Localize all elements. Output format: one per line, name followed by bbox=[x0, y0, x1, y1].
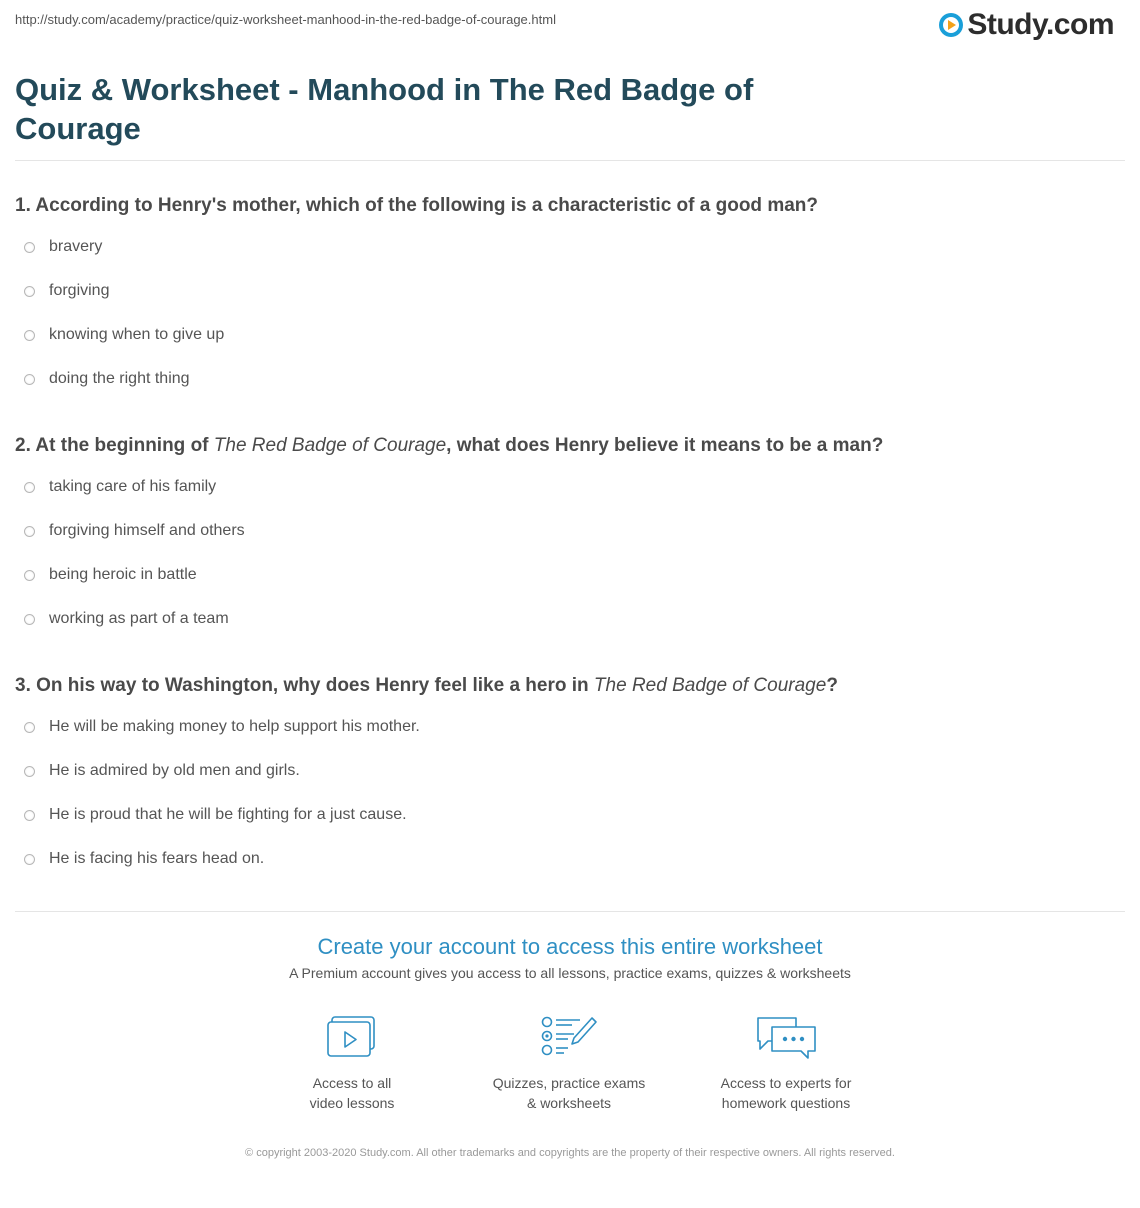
answer-label: He is proud that he will be fighting for a just cause. bbox=[49, 806, 407, 823]
answer-option[interactable] bbox=[15, 597, 1125, 641]
answer-options bbox=[15, 465, 1125, 641]
answer-option[interactable] bbox=[15, 465, 1125, 509]
question-book-title: The Red Badge of Courage bbox=[593, 675, 827, 696]
cta-divider bbox=[15, 911, 1125, 912]
answer-option[interactable] bbox=[15, 269, 1125, 313]
radio-button-icon[interactable] bbox=[24, 570, 35, 581]
answer-label: forgiving himself and others bbox=[49, 522, 245, 539]
radio-button-icon[interactable] bbox=[24, 330, 35, 341]
page-url: http://study.com/academy/practice/quiz-worksheet-manhood-in-the-red-badge-of-courage.html bbox=[15, 12, 556, 27]
answer-option[interactable] bbox=[15, 357, 1125, 401]
answer-option[interactable] bbox=[15, 793, 1125, 837]
feature-label-line: Access to experts for bbox=[720, 1075, 852, 1091]
question-text-part: , what does Henry believe it means to be a man? bbox=[446, 435, 884, 456]
answer-label: taking care of his family bbox=[49, 478, 217, 495]
question-text-part: 2. At the beginning of bbox=[15, 435, 214, 456]
feature-label-line: homework questions bbox=[721, 1095, 851, 1111]
cta-title-link[interactable]: Create your account to access this entire worksheet bbox=[317, 934, 823, 959]
question-2 bbox=[15, 434, 1125, 641]
question-3 bbox=[15, 674, 1125, 881]
radio-button-icon[interactable] bbox=[24, 854, 35, 865]
question-book-title: The Red Badge of Courage bbox=[213, 435, 447, 456]
answer-label: He will be making money to help support his mother. bbox=[49, 718, 420, 735]
feature-label-line: Quizzes, practice exams bbox=[492, 1075, 646, 1091]
answer-label: working as part of a team bbox=[49, 610, 229, 627]
feature-experts bbox=[686, 1015, 886, 1113]
title-divider bbox=[15, 160, 1125, 161]
cta-subtitle: A Premium account gives you access to all lessons, practice exams, quizzes & worksheets bbox=[289, 965, 851, 981]
feature-label bbox=[252, 1073, 452, 1113]
feature-label bbox=[469, 1073, 669, 1113]
answer-label: He is admired by old men and girls. bbox=[49, 762, 300, 779]
radio-button-icon[interactable] bbox=[24, 374, 35, 385]
radio-button-icon[interactable] bbox=[24, 722, 35, 733]
question-text-part: 1. According to Henry's mother, which of the following is a characteristic of a good man? bbox=[15, 195, 818, 216]
answer-label: bravery bbox=[49, 238, 103, 255]
answer-option[interactable] bbox=[15, 509, 1125, 553]
radio-button-icon[interactable] bbox=[24, 766, 35, 777]
feature-label-line: Access to all bbox=[312, 1075, 392, 1091]
answer-label: knowing when to give up bbox=[49, 326, 225, 343]
video-lesson-icon bbox=[326, 1015, 378, 1059]
play-logo-icon bbox=[939, 13, 963, 37]
radio-button-icon[interactable] bbox=[24, 242, 35, 253]
question-text-part: ? bbox=[826, 675, 838, 696]
study-logo[interactable] bbox=[939, 8, 1114, 42]
answer-option[interactable] bbox=[15, 313, 1125, 357]
feature-video-lessons bbox=[252, 1015, 452, 1113]
radio-button-icon[interactable] bbox=[24, 614, 35, 625]
answer-option[interactable] bbox=[15, 837, 1125, 881]
answer-label: He is facing his fears head on. bbox=[49, 850, 265, 867]
answer-label: being heroic in battle bbox=[49, 566, 197, 583]
answer-label: forgiving bbox=[49, 282, 110, 299]
quiz-checklist-icon bbox=[540, 1015, 598, 1059]
feature-label bbox=[686, 1073, 886, 1113]
feature-label-line: & worksheets bbox=[526, 1095, 612, 1111]
radio-button-icon[interactable] bbox=[24, 286, 35, 297]
answer-option[interactable] bbox=[15, 749, 1125, 793]
question-text-part: 3. On his way to Washington, why does Henry feel like a hero in bbox=[15, 675, 594, 696]
answer-label: doing the right thing bbox=[49, 370, 190, 387]
question-text bbox=[15, 434, 1125, 458]
page-title: Quiz & Worksheet - Manhood in The Red Badge of Courage bbox=[15, 72, 754, 146]
copyright-notice: © copyright 2003-2020 Study.com. All other trademarks and copyrights are the property of their respective owners. All rights reserved. bbox=[245, 1147, 895, 1159]
answer-option[interactable] bbox=[15, 553, 1125, 597]
question-text bbox=[15, 194, 1125, 218]
chat-bubbles-icon bbox=[754, 1015, 818, 1059]
question-1 bbox=[15, 194, 1125, 401]
answer-options bbox=[15, 705, 1125, 881]
logo-text: Study.com bbox=[967, 8, 1114, 41]
radio-button-icon[interactable] bbox=[24, 810, 35, 821]
feature-label-line: video lessons bbox=[309, 1095, 395, 1111]
answer-option[interactable] bbox=[15, 705, 1125, 749]
radio-button-icon[interactable] bbox=[24, 482, 35, 493]
answer-option[interactable] bbox=[15, 225, 1125, 269]
question-text bbox=[15, 674, 1125, 698]
answer-options bbox=[15, 225, 1125, 401]
feature-quizzes bbox=[469, 1015, 669, 1113]
radio-button-icon[interactable] bbox=[24, 526, 35, 537]
